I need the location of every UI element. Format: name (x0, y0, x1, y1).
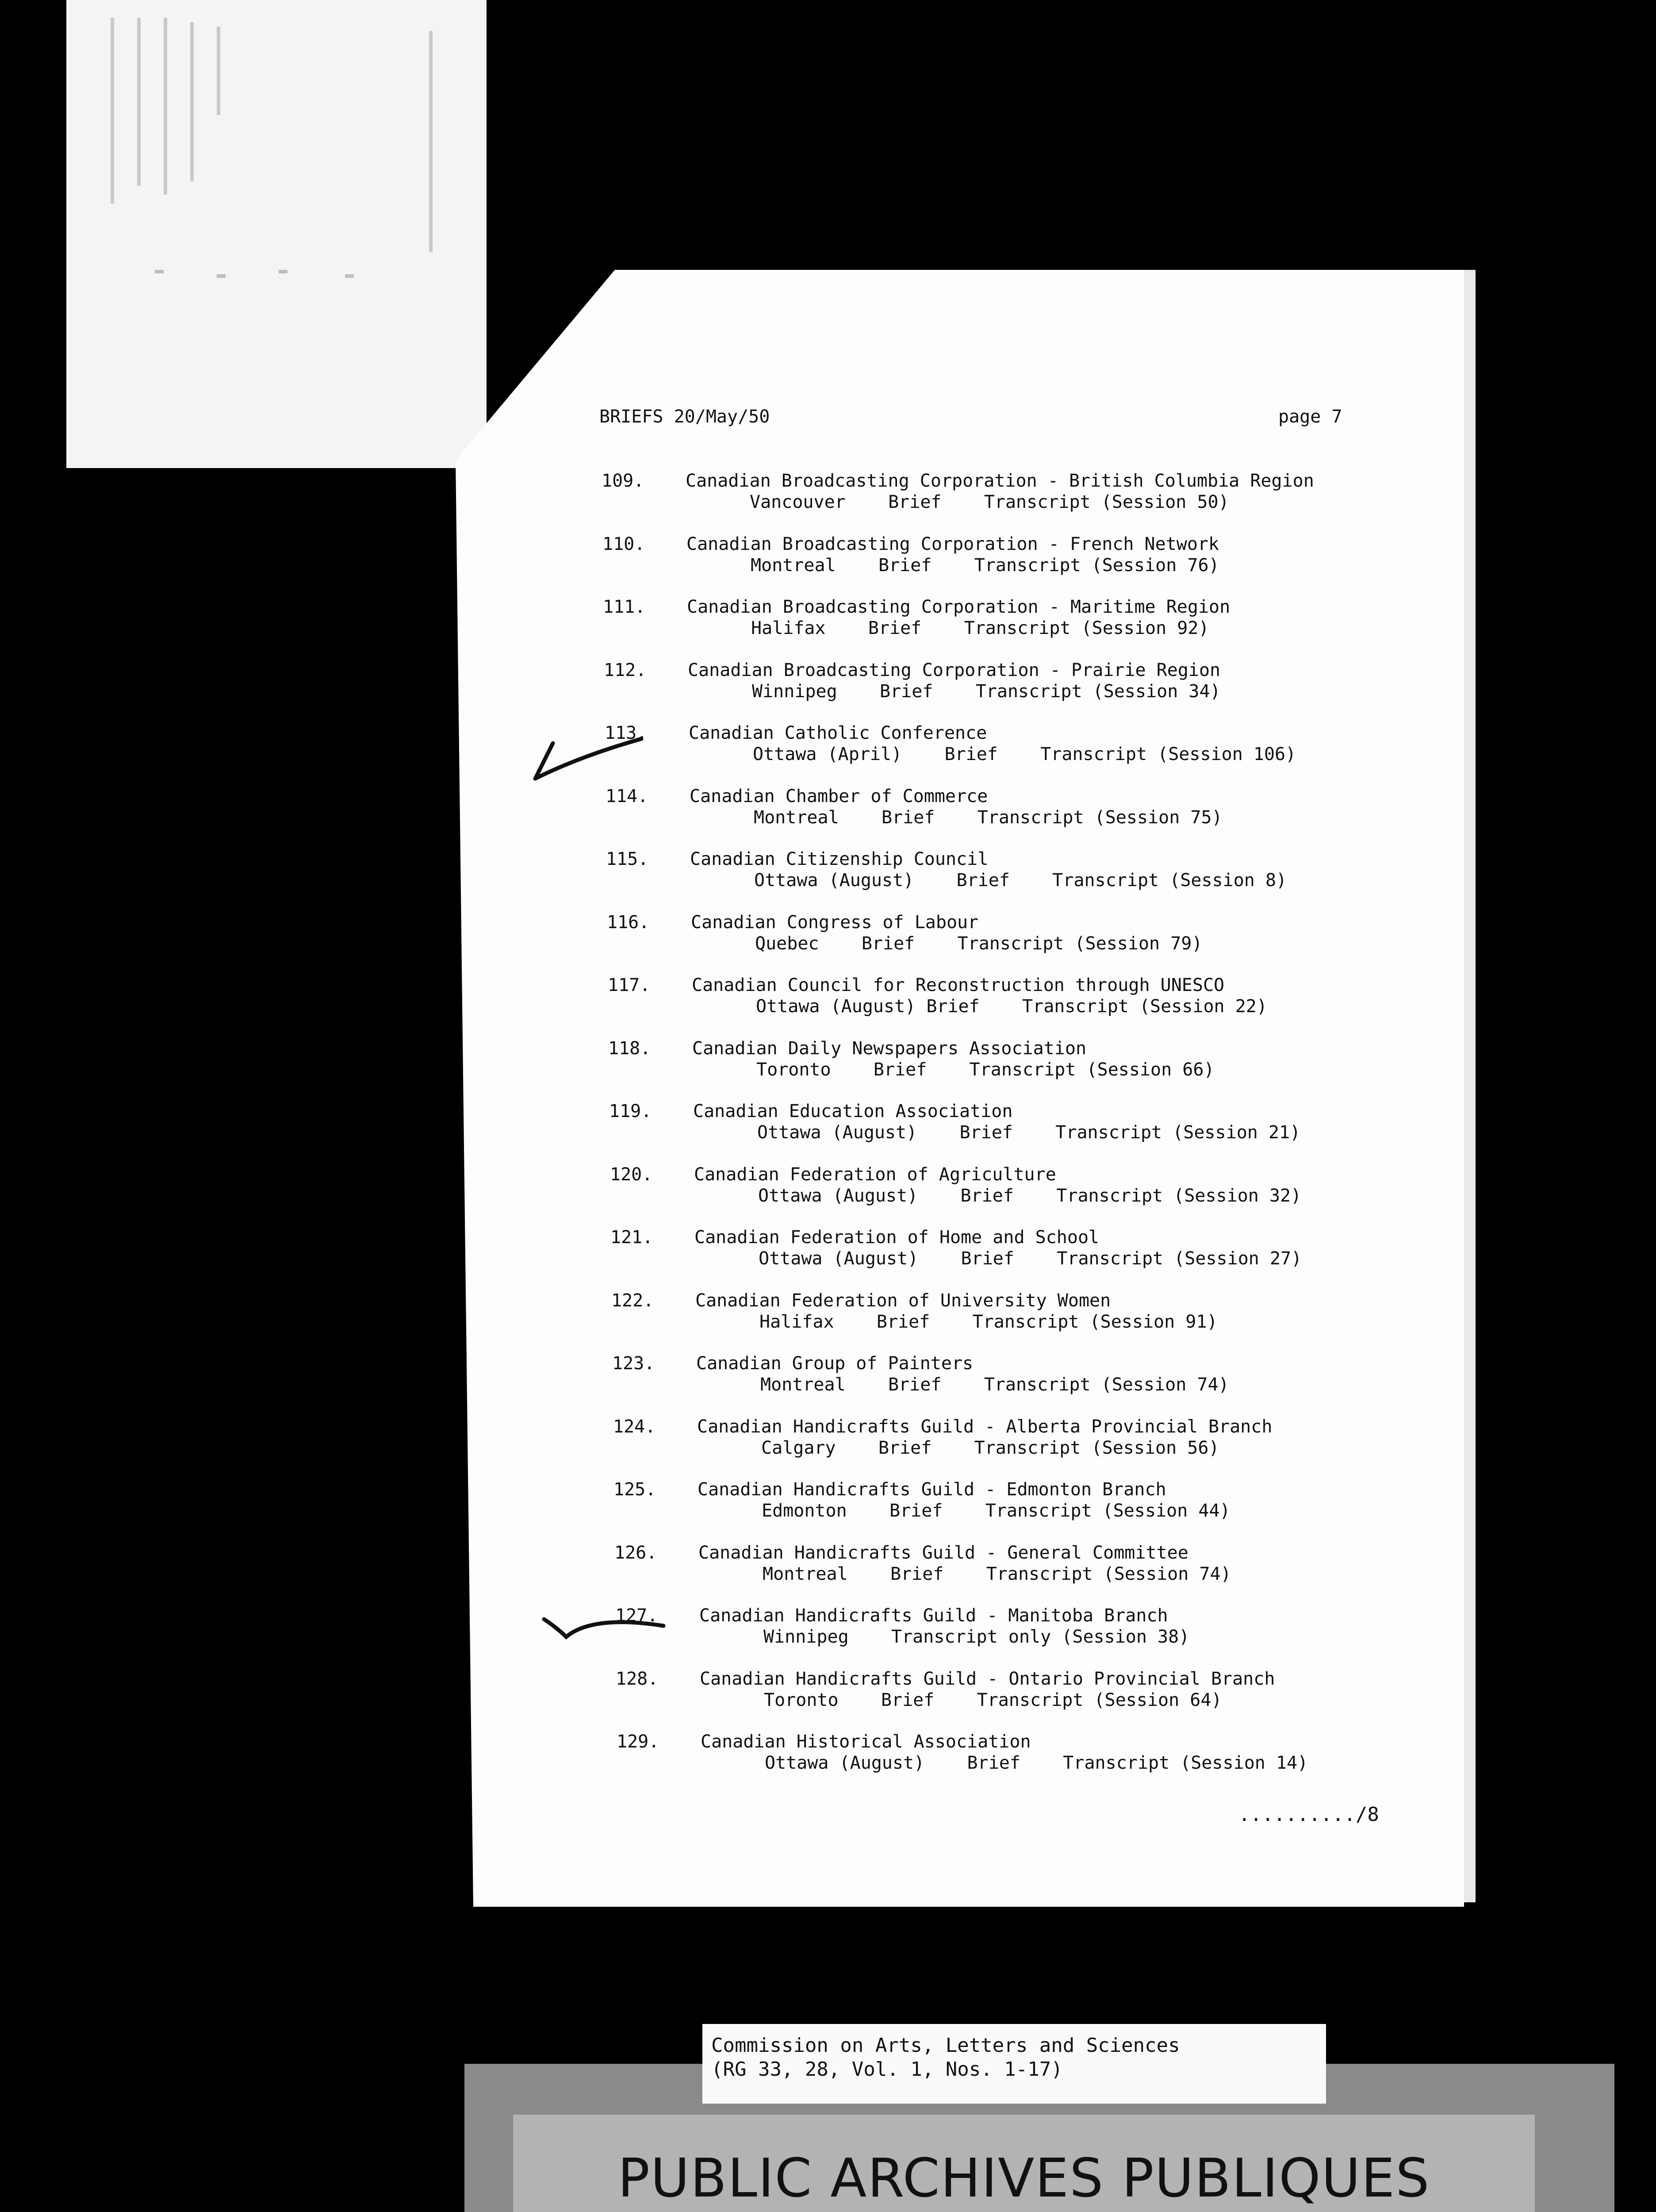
entry-number: 123. (612, 1353, 655, 1374)
entry-detail: Winnipeg Brief Transcript (Session 34) (752, 681, 1221, 702)
entry-organization: Canadian Council for Reconstruction through UNESCO (692, 975, 1225, 995)
entry-number: 126. (614, 1542, 657, 1563)
entry-organization: Canadian Daily Newspapers Association (692, 1038, 1087, 1059)
entry-number: 111. (603, 597, 646, 617)
entry-number: 121. (610, 1227, 653, 1248)
entry-number: 122. (611, 1290, 654, 1311)
entry-organization: Canadian Broadcasting Corporation - Prairie Region (688, 660, 1221, 680)
entry-detail: Vancouver Brief Transcript (Session 50) (750, 492, 1229, 512)
entry-number: 110. (602, 534, 645, 554)
entry-organization: Canadian Federation of University Women (695, 1290, 1111, 1311)
document-sheet (456, 270, 1464, 1907)
background-page (66, 0, 487, 468)
entry-detail: Edmonton Brief Transcript (Session 44) (762, 1501, 1230, 1521)
entry-organization: Canadian Catholic Conference (689, 723, 987, 743)
collection-label-line2: (RG 33, 28, Vol. 1, Nos. 1-17) (711, 2058, 1063, 2081)
entry-number: 113. (605, 723, 648, 743)
entry-detail: Ottawa (August) Brief Transcript (Session 21) (757, 1122, 1301, 1143)
entry-organization: Canadian Education Association (693, 1101, 1013, 1121)
entry-detail: Montreal Brief Transcript (Session 75) (754, 807, 1223, 828)
entry-number: 117. (608, 975, 651, 995)
collection-label (702, 2024, 1326, 2104)
entry-detail: Ottawa (August) Brief Transcript (Session 27) (759, 1248, 1302, 1269)
entry-organization: Canadian Chamber of Commerce (690, 786, 988, 806)
entry-detail: Ottawa (April) Brief Transcript (Session 106) (753, 744, 1296, 764)
entry-number: 120. (610, 1164, 653, 1185)
entry-number: 112. (604, 660, 647, 680)
entry-number: 115. (606, 849, 649, 869)
entry-number: 109. (602, 471, 644, 491)
entry-organization: Canadian Congress of Labour (691, 912, 979, 933)
entry-number: 125. (613, 1479, 656, 1500)
entry-detail: Halifax Brief Transcript (Session 91) (759, 1311, 1218, 1332)
collection-label-line1: Commission on Arts, Letters and Sciences (711, 2034, 1180, 2057)
entry-detail: Calgary Brief Transcript (Session 56) (761, 1437, 1219, 1458)
entry-number: 124. (613, 1416, 656, 1437)
entry-detail: Ottawa (August) Brief Transcript (Session 22) (756, 996, 1267, 1017)
entry-detail: Quebec Brief Transcript (Session 79) (755, 933, 1203, 954)
entry-detail: Ottawa (August) Brief Transcript (Session 32) (758, 1185, 1302, 1206)
entry-number: 116. (607, 912, 650, 933)
entry-detail: Ottawa (August) Brief Transcript (Session 8) (754, 870, 1287, 891)
entry-number: 119. (609, 1101, 652, 1121)
continuation-mark: ........../8 (1238, 1803, 1379, 1826)
entry-organization: Canadian Broadcasting Corporation - French Network (686, 534, 1219, 554)
entry-detail: Toronto Brief Transcript (Session 64) (764, 1690, 1222, 1710)
entry-detail: Montreal Brief Transcript (Session 76) (751, 555, 1219, 576)
entry-organization: Canadian Group of Painters (696, 1353, 974, 1374)
entry-organization: Canadian Broadcasting Corporation - Maritime Region (687, 597, 1230, 617)
entry-detail: Toronto Brief Transcript (Session 66) (756, 1059, 1215, 1080)
entry-number: 118. (608, 1038, 651, 1059)
checkmark-icon (540, 1601, 672, 1646)
entry-organization: Canadian Federation of Agriculture (694, 1164, 1056, 1185)
page-number: page 7 (1278, 407, 1342, 427)
checkmark-icon (526, 717, 659, 783)
entry-organization: Canadian Citizenship Council (690, 849, 989, 869)
entry-organization: Canadian Handicrafts Guild - Manitoba Branch (699, 1605, 1168, 1626)
faded-text-lines (84, 13, 473, 288)
entry-detail: Montreal Brief Transcript (Session 74) (763, 1563, 1231, 1584)
entry-detail: Halifax Brief Transcript (Session 92) (751, 618, 1209, 638)
entry-detail: Ottawa (August) Brief Transcript (Session 14) (765, 1753, 1308, 1773)
entry-organization: Canadian Handicrafts Guild - General Committee (698, 1542, 1188, 1563)
entry-organization: Canadian Historical Association (701, 1732, 1031, 1752)
entry-number: 114. (606, 786, 648, 806)
entry-detail: Montreal Brief Transcript (Session 74) (760, 1375, 1229, 1395)
entry-detail: Winnipeg Transcript only (Session 38) (763, 1627, 1190, 1647)
entry-organization: Canadian Handicrafts Guild - Edmonton Branch (698, 1479, 1166, 1500)
entry-number: 128. (616, 1668, 659, 1689)
entry-organization: Canadian Handicrafts Guild - Ontario Provincial Branch (700, 1668, 1275, 1689)
entry-organization: Canadian Broadcasting Corporation - British Columbia Region (686, 471, 1314, 491)
entry-organization: Canadian Handicrafts Guild - Alberta Provincial Branch (697, 1416, 1273, 1437)
document-header-title: BRIEFS 20/May/50 (599, 407, 770, 427)
entry-number: 127. (615, 1605, 658, 1626)
entry-organization: Canadian Federation of Home and School (694, 1227, 1100, 1248)
entry-number: 129. (617, 1732, 659, 1752)
stamp-title: PUBLIC ARCHIVES PUBLIQUES (617, 2148, 1430, 2209)
